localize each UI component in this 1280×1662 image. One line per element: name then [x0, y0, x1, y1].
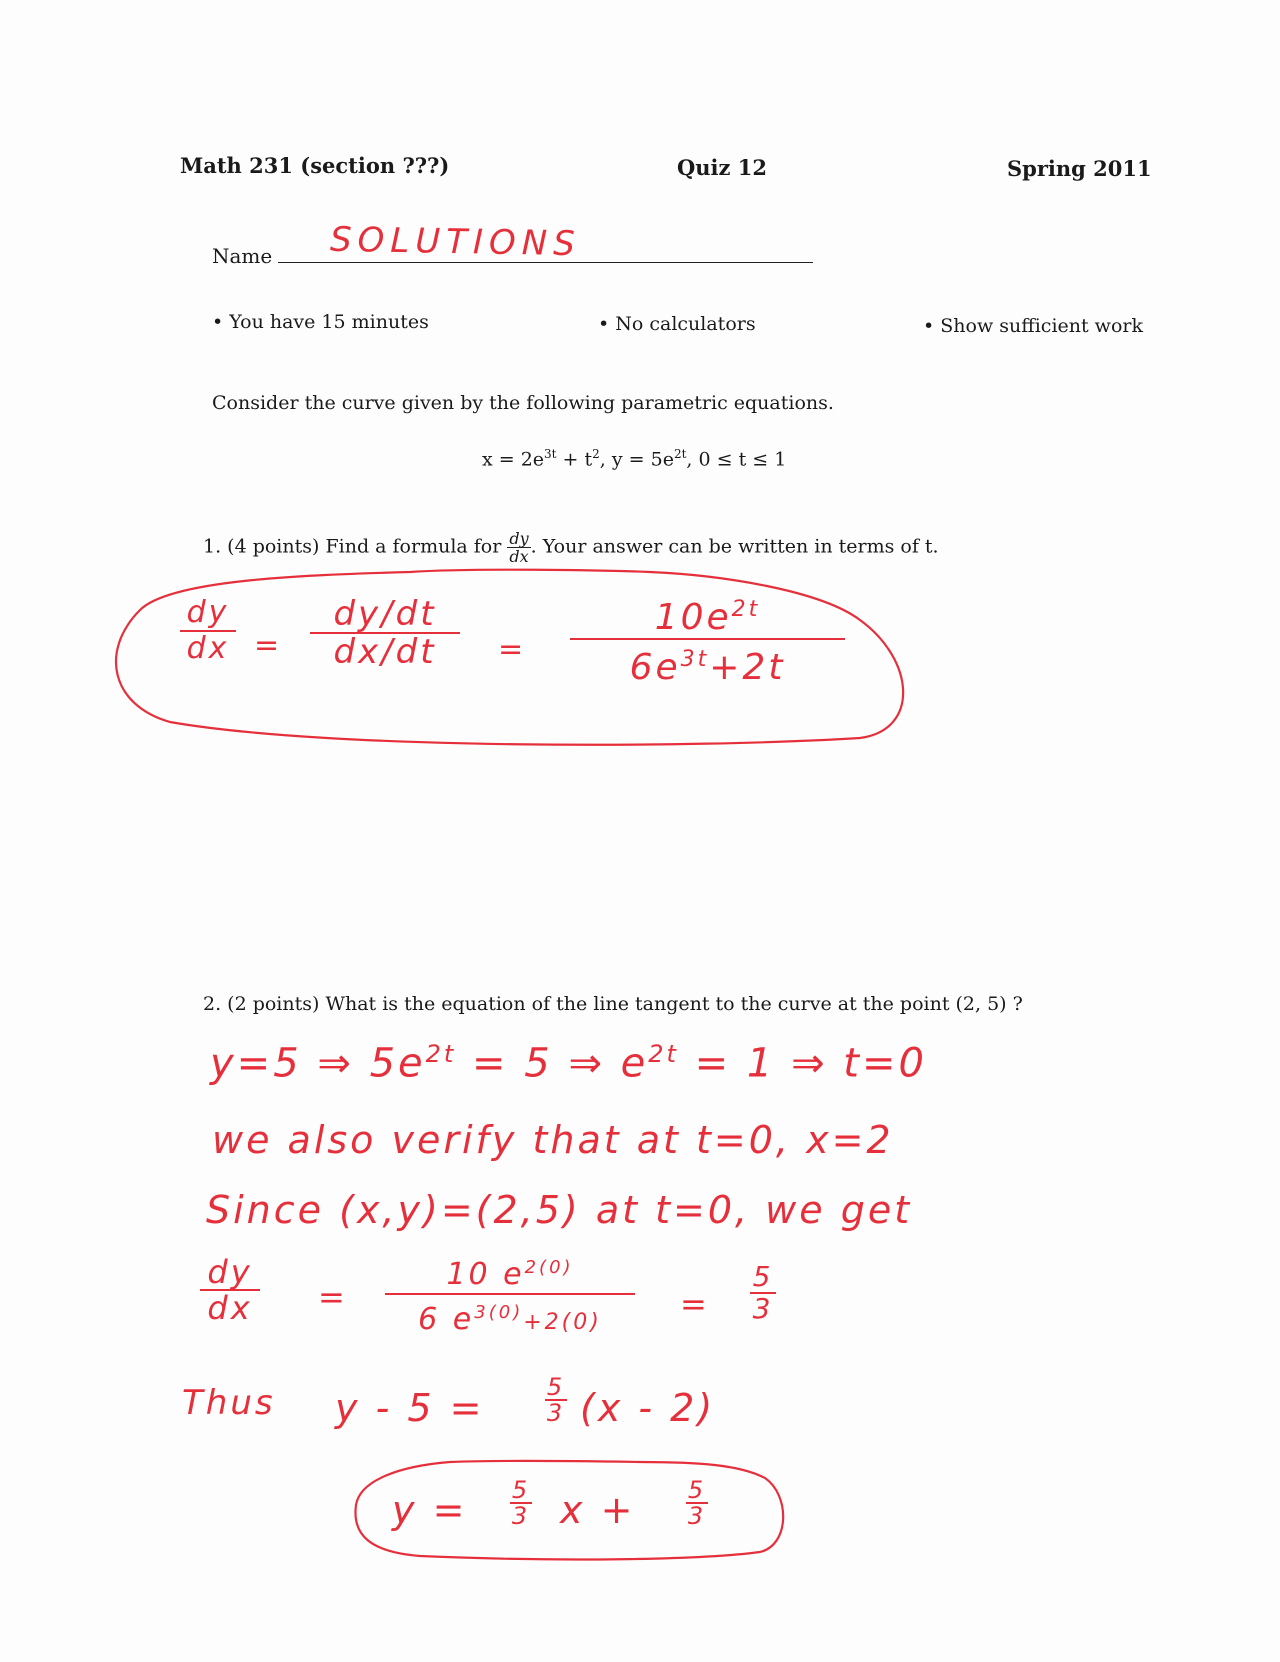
- q2-deriv-den-tail: +2(0): [523, 1310, 602, 1335]
- instruction-work: • Show sufficient work: [923, 315, 1143, 337]
- q1-rhs-den: 6e: [629, 647, 681, 688]
- q2-line2: we also verify that at t=0, x=2: [212, 1118, 894, 1162]
- q2-deriv-eq2: =: [680, 1285, 710, 1323]
- q2-deriv-lhs-den: dx: [207, 1289, 253, 1327]
- q1-frac-num: dy: [509, 529, 529, 548]
- q2-deriv-num-exp: 2(0): [524, 1257, 574, 1278]
- eq-y-exp: 2t: [673, 447, 687, 461]
- q2-line1-exp1: 2t: [425, 1040, 457, 1068]
- q2-deriv-res-den: 3: [752, 1292, 774, 1325]
- q2-deriv-num: 10 e: [446, 1257, 525, 1292]
- q2-ps-frac-num: 5: [546, 1373, 566, 1401]
- q1-rhs-den-tail: +2t: [709, 647, 786, 688]
- q1-mid-den: dx/dt: [333, 632, 437, 672]
- q1-mid-num: dy/dt: [333, 594, 437, 634]
- q1-eq1: =: [254, 628, 283, 663]
- eq-x-tail: + t: [556, 448, 593, 471]
- q2-final-y: y =: [392, 1488, 468, 1532]
- eq-x-exp: 3t: [544, 447, 557, 461]
- q2-final-frac1-den: 3: [511, 1502, 531, 1530]
- q1-suffix: . Your answer can be written in terms of t.: [530, 535, 939, 558]
- q2-deriv-den: 6 e: [418, 1302, 475, 1337]
- q2-final-frac2-num: 5: [687, 1476, 707, 1504]
- name-label: Name: [212, 244, 273, 268]
- course-title: Math 231 (section ???): [180, 153, 450, 178]
- q2-final-frac1-num: 5: [511, 1476, 531, 1504]
- q2-deriv-eq1: =: [318, 1278, 348, 1316]
- q2-thus: Thus: [182, 1383, 276, 1423]
- q2-line1-c: = 1 ⇒ t=0: [678, 1040, 927, 1087]
- q1-frac-den: dx: [509, 547, 529, 566]
- q2-final-frac2-den: 3: [687, 1502, 707, 1530]
- q2-point-slope-tail: (x - 2): [580, 1386, 716, 1430]
- eq-y: , y = 5e: [599, 448, 674, 471]
- q1-rhs-den-exp: 3t: [680, 647, 710, 672]
- q2-deriv-lhs-num: dy: [207, 1253, 253, 1291]
- q1-lhs-den: dx: [186, 631, 230, 666]
- q2-line1-b: = 5 ⇒ e: [456, 1040, 649, 1087]
- term-label: Spring 2011: [1007, 156, 1152, 181]
- name-value: SOLUTIONS: [329, 219, 582, 265]
- q2-deriv-den-exp: 3(0): [474, 1302, 524, 1323]
- q2-line3: Since (x,y)=(2,5) at t=0, we get: [206, 1188, 913, 1232]
- question-2: 2. (2 points) What is the equation of the line tangent to the curve at the point (2, 5) ?: [203, 993, 1023, 1015]
- q2-ps-frac-den: 3: [546, 1399, 566, 1427]
- q2-line1-a: y=5 ⇒ 5e: [210, 1040, 426, 1087]
- q1-rhs-num: 10e: [654, 597, 732, 638]
- eq-range: , 0 ≤ t ≤ 1: [686, 448, 787, 471]
- q1-eq2: =: [498, 632, 527, 667]
- eq-x-tail-exp: 2: [592, 447, 600, 461]
- q2-point-slope: y - 5 =: [335, 1386, 485, 1430]
- q2-line1-exp2: 2t: [648, 1040, 679, 1068]
- intro-text: Consider the curve given by the following parametric equations.: [212, 392, 834, 414]
- q1-lhs-num: dy: [186, 595, 230, 630]
- instruction-calculators: • No calculators: [598, 313, 756, 335]
- q1-answer-circle: [116, 570, 903, 745]
- eq-x: x = 2e: [482, 448, 545, 471]
- q2-final-mid: x +: [560, 1488, 636, 1532]
- q2-deriv-res-num: 5: [752, 1260, 774, 1293]
- q1-rhs-num-exp: 2t: [731, 597, 761, 622]
- quiz-title: Quiz 12: [677, 155, 767, 180]
- q2-answer-circle: [355, 1461, 783, 1560]
- q1-prefix: 1. (4 points) Find a formula for: [203, 535, 502, 558]
- instruction-time: • You have 15 minutes: [212, 311, 429, 333]
